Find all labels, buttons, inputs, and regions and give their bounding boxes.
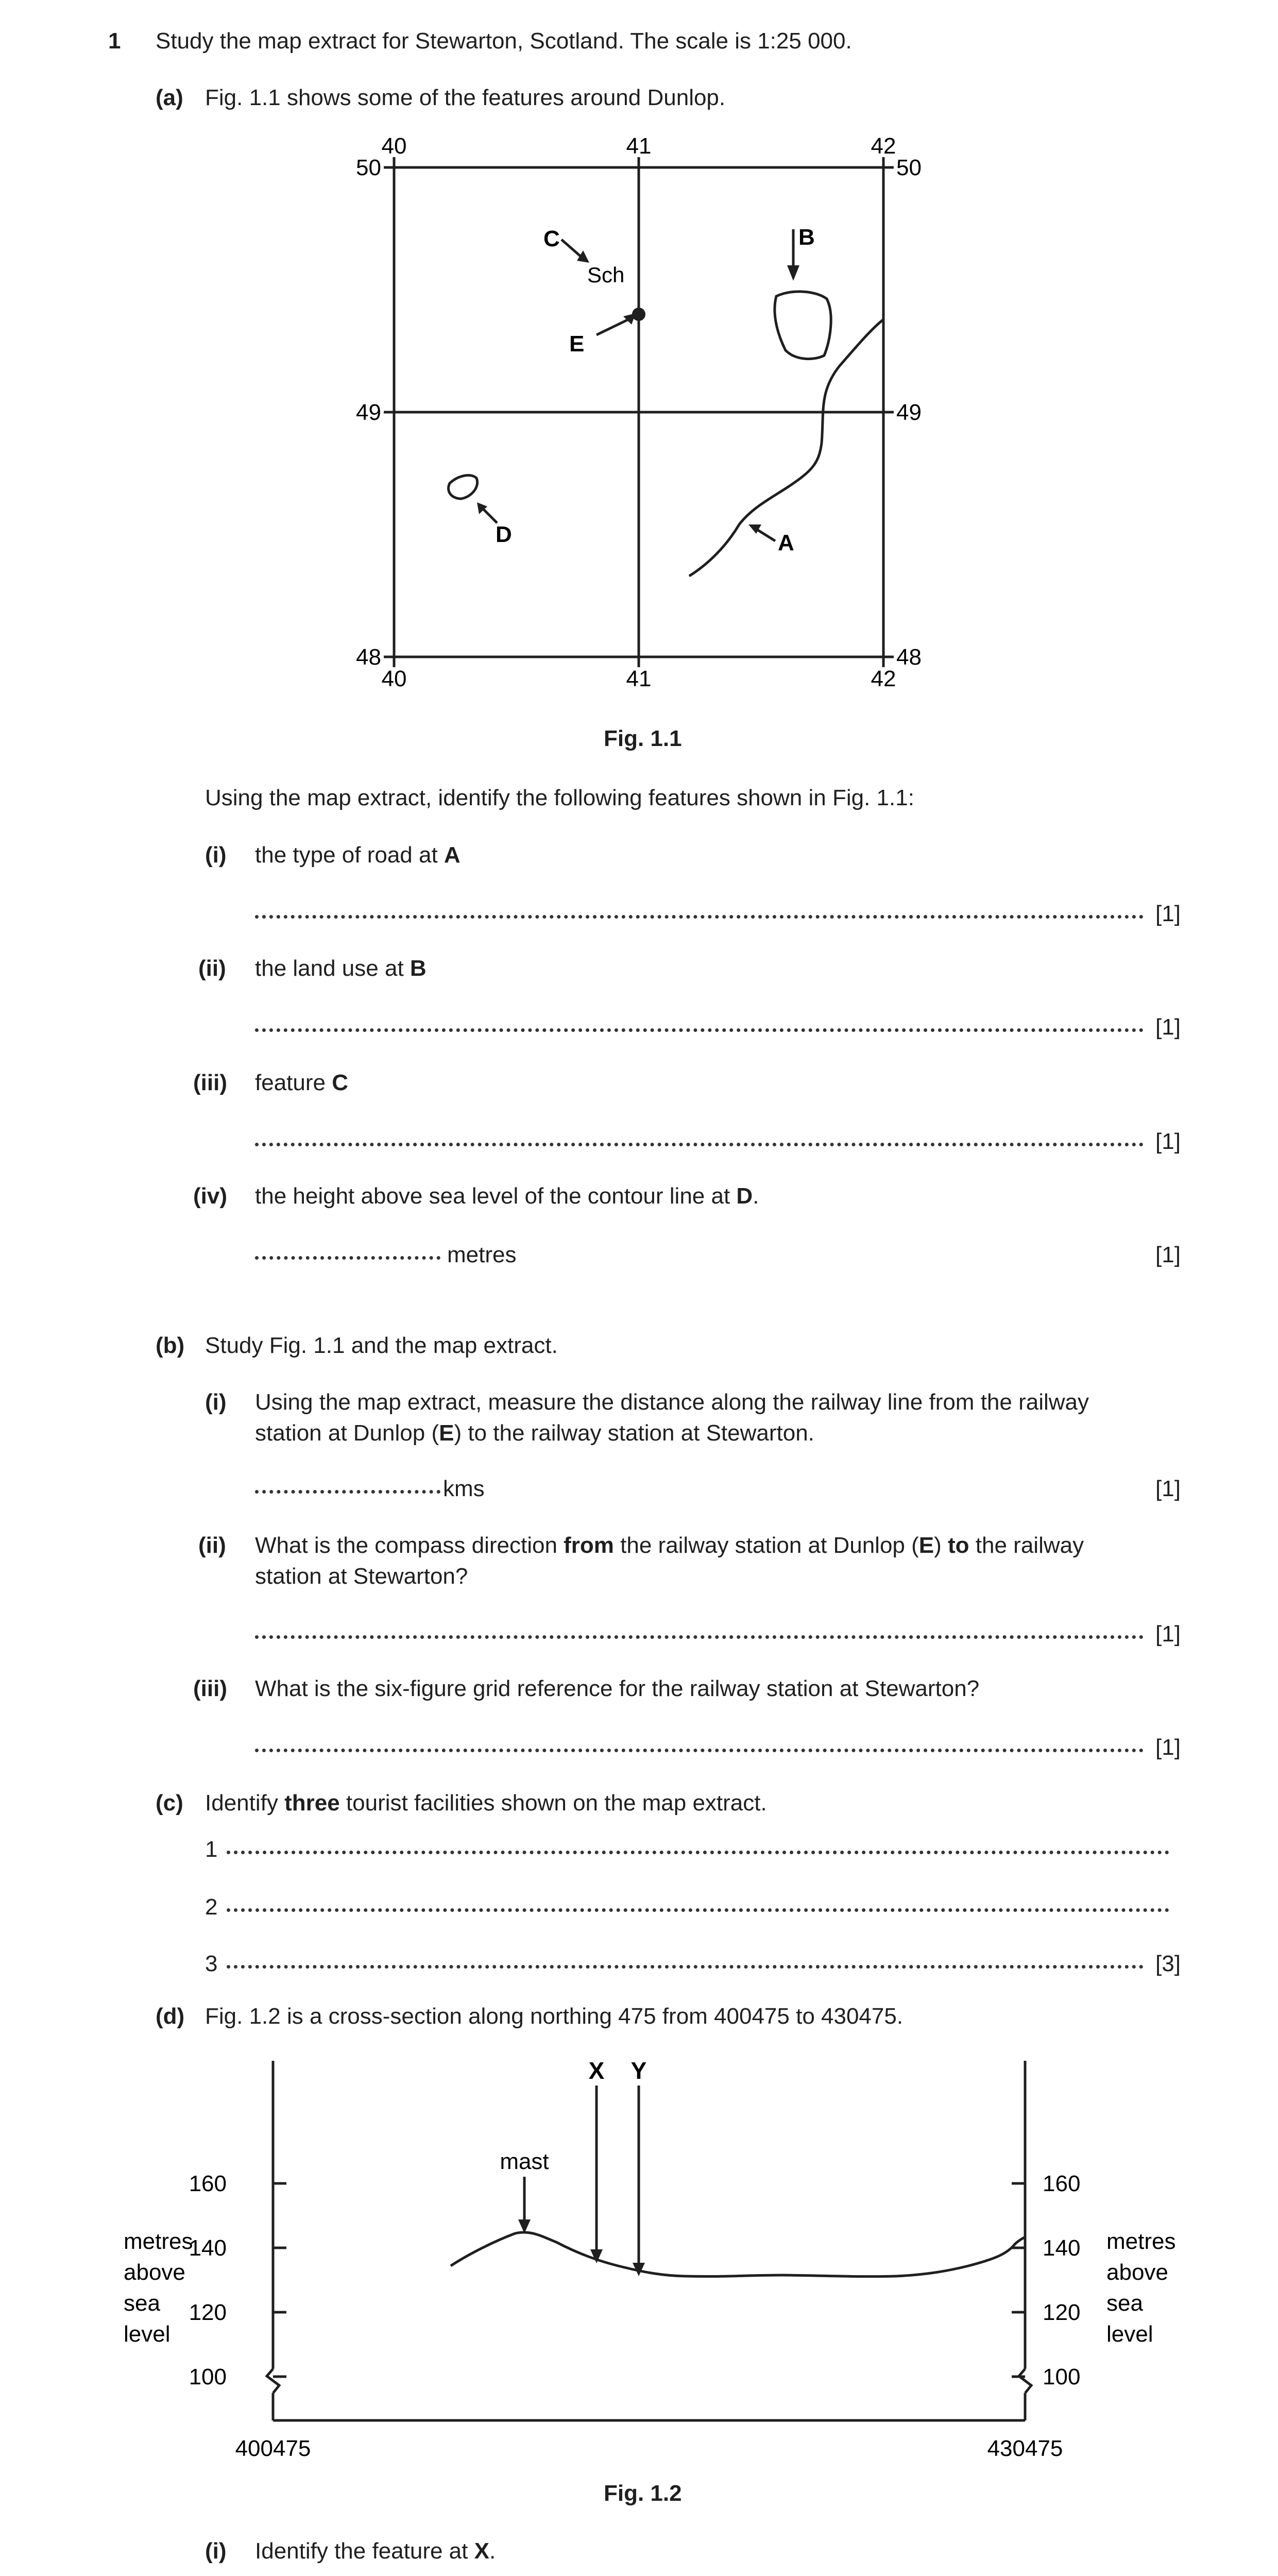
- easting-label-top-42: 42: [871, 133, 896, 159]
- right-axis-title-1: metres: [1106, 2229, 1176, 2254]
- part-d-intro: Fig. 1.2 is a cross-section along northing 475 from 400475 to 430475.: [205, 2004, 904, 2029]
- answer-line[interactable]: [255, 1143, 1144, 1146]
- answer-number: 3: [205, 1951, 218, 1976]
- part-a-instruction: Using the map extract, identify the following features shown in Fig. 1.1:: [205, 785, 914, 810]
- left-axis-title-3: sea: [124, 2291, 160, 2316]
- part-d-label: (d): [156, 2004, 185, 2029]
- answer-line[interactable]: [255, 1028, 1144, 1032]
- item-number: (i): [205, 842, 227, 868]
- unit-label: metres: [447, 1242, 517, 1267]
- x-label: X: [588, 2057, 605, 2084]
- part-c-question: Identify three tourist facilities shown on the map extract.: [205, 1790, 767, 1816]
- northing-label-right-49: 49: [896, 400, 922, 425]
- y-tick-160: 160: [189, 2171, 227, 2196]
- part-b-label: (b): [156, 1333, 185, 1358]
- northing-label-right-50: 50: [896, 155, 922, 180]
- y-tick-140: 140: [189, 2235, 227, 2261]
- easting-label-top-40: 40: [381, 133, 407, 159]
- answer-line[interactable]: [227, 1965, 1144, 1969]
- answer-line[interactable]: [227, 1908, 1169, 1912]
- answer-line[interactable]: [255, 915, 1144, 919]
- item-question: Identify the feature at X.: [255, 2538, 496, 2564]
- arrow-e: [597, 319, 628, 335]
- easting-label-bottom-40: 40: [381, 666, 407, 691]
- map-label-c: C: [543, 226, 560, 251]
- y-tick-120: 120: [189, 2300, 227, 2325]
- y-label: Y: [631, 2057, 647, 2084]
- item-number: (iv): [193, 1183, 227, 1209]
- railway-station-dot: [632, 308, 645, 321]
- left-axis-title-1: metres: [124, 2229, 193, 2254]
- right-axis-title-4: level: [1106, 2321, 1153, 2347]
- question-number: 1: [108, 28, 121, 54]
- x-end-label: 430475: [987, 2436, 1063, 2461]
- easting-label-top-41: 41: [626, 133, 652, 159]
- fig-1-2-caption: Fig. 1.2: [604, 2481, 682, 2506]
- left-axis-title-2: above: [124, 2260, 185, 2285]
- item-number: (iii): [193, 1676, 227, 1701]
- question-intro: Study the map extract for Stewarton, Scotland. The scale is 1:25 000.: [156, 28, 852, 54]
- part-b-intro: Study Fig. 1.1 and the map extract.: [205, 1333, 558, 1358]
- answer-line[interactable]: [255, 1635, 1144, 1639]
- answer-line[interactable]: [255, 1749, 1144, 1752]
- contour-ring-d: [449, 476, 478, 499]
- item-question-line1: What is the compass direction from the railway station at Dunlop (E) to the railway: [255, 1533, 1084, 1558]
- mark-allocation: [3]: [1155, 1951, 1181, 1976]
- mast-label: mast: [500, 2149, 549, 2174]
- item-number: (ii): [198, 1533, 226, 1558]
- profile-line: [451, 2232, 1025, 2277]
- y-tick-right-140: 140: [1043, 2235, 1081, 2261]
- answer-line-short[interactable]: [255, 1256, 440, 1260]
- mark-allocation: [1]: [1155, 1476, 1181, 1501]
- item-question: feature C: [255, 1070, 348, 1095]
- map-label-sch: Sch: [587, 263, 625, 287]
- answer-number: 2: [205, 1894, 218, 1920]
- item-question: the height above sea level of the contour line at D.: [255, 1183, 759, 1209]
- item-number: (i): [205, 2538, 227, 2564]
- mark-allocation: [1]: [1155, 1735, 1181, 1760]
- map-label-a: A: [778, 530, 794, 555]
- right-axis-title-3: sea: [1106, 2291, 1143, 2316]
- map-label-e: E: [569, 331, 585, 357]
- right-axis-title-2: above: [1106, 2260, 1168, 2285]
- easting-label-bottom-42: 42: [871, 666, 896, 691]
- unit-label: kms: [443, 1476, 485, 1501]
- arrow-c: [561, 240, 582, 258]
- easting-label-bottom-41: 41: [626, 666, 652, 691]
- part-a-label: (a): [156, 85, 183, 110]
- x-start-label: 400475: [235, 2436, 311, 2461]
- y-tick-right-100: 100: [1043, 2364, 1081, 2389]
- left-axis-title-4: level: [124, 2321, 171, 2347]
- item-question-line1: Using the map extract, measure the distance along the railway line from the railway: [255, 1389, 1089, 1415]
- arrow-d: [482, 507, 497, 523]
- y-tick-100: 100: [189, 2364, 227, 2389]
- y-tick-right-160: 160: [1043, 2171, 1081, 2196]
- map-label-d: D: [496, 522, 512, 547]
- answer-line[interactable]: [227, 1851, 1169, 1854]
- northing-label-right-48: 48: [896, 645, 922, 670]
- northing-label-left-50: 50: [356, 155, 381, 180]
- mark-allocation: [1]: [1155, 1129, 1181, 1154]
- mark-allocation: [1]: [1155, 1621, 1181, 1647]
- fig-1-1-caption: Fig. 1.1: [604, 726, 682, 751]
- part-a-intro: Fig. 1.1 shows some of the features around Dunlop.: [205, 85, 726, 110]
- item-question: What is the six-figure grid reference for the railway station at Stewarton?: [255, 1676, 980, 1701]
- mark-allocation: [1]: [1155, 1242, 1181, 1267]
- northing-label-left-49: 49: [356, 400, 381, 425]
- map-label-b: B: [798, 225, 815, 250]
- item-number: (iii): [193, 1070, 227, 1095]
- fig-1-2-cross-section: [0, 2050, 1278, 2473]
- fig-1-1-map: [0, 0, 1278, 721]
- item-question: the land use at B: [255, 956, 427, 981]
- mark-allocation: [1]: [1155, 901, 1181, 926]
- answer-number: 1: [205, 1837, 218, 1862]
- northing-label-left-48: 48: [356, 645, 381, 670]
- item-question-line2: station at Stewarton?: [255, 1564, 468, 1589]
- y-tick-right-120: 120: [1043, 2300, 1081, 2325]
- item-question: the type of road at A: [255, 842, 461, 868]
- item-question-line2: station at Dunlop (E) to the railway station at Stewarton.: [255, 1420, 814, 1446]
- land-area-b: [775, 292, 831, 359]
- answer-line-short[interactable]: [255, 1490, 440, 1494]
- mark-allocation: [1]: [1155, 1014, 1181, 1040]
- part-c-label: (c): [156, 1790, 183, 1816]
- item-number: (i): [205, 1389, 227, 1415]
- item-number: (ii): [198, 956, 226, 981]
